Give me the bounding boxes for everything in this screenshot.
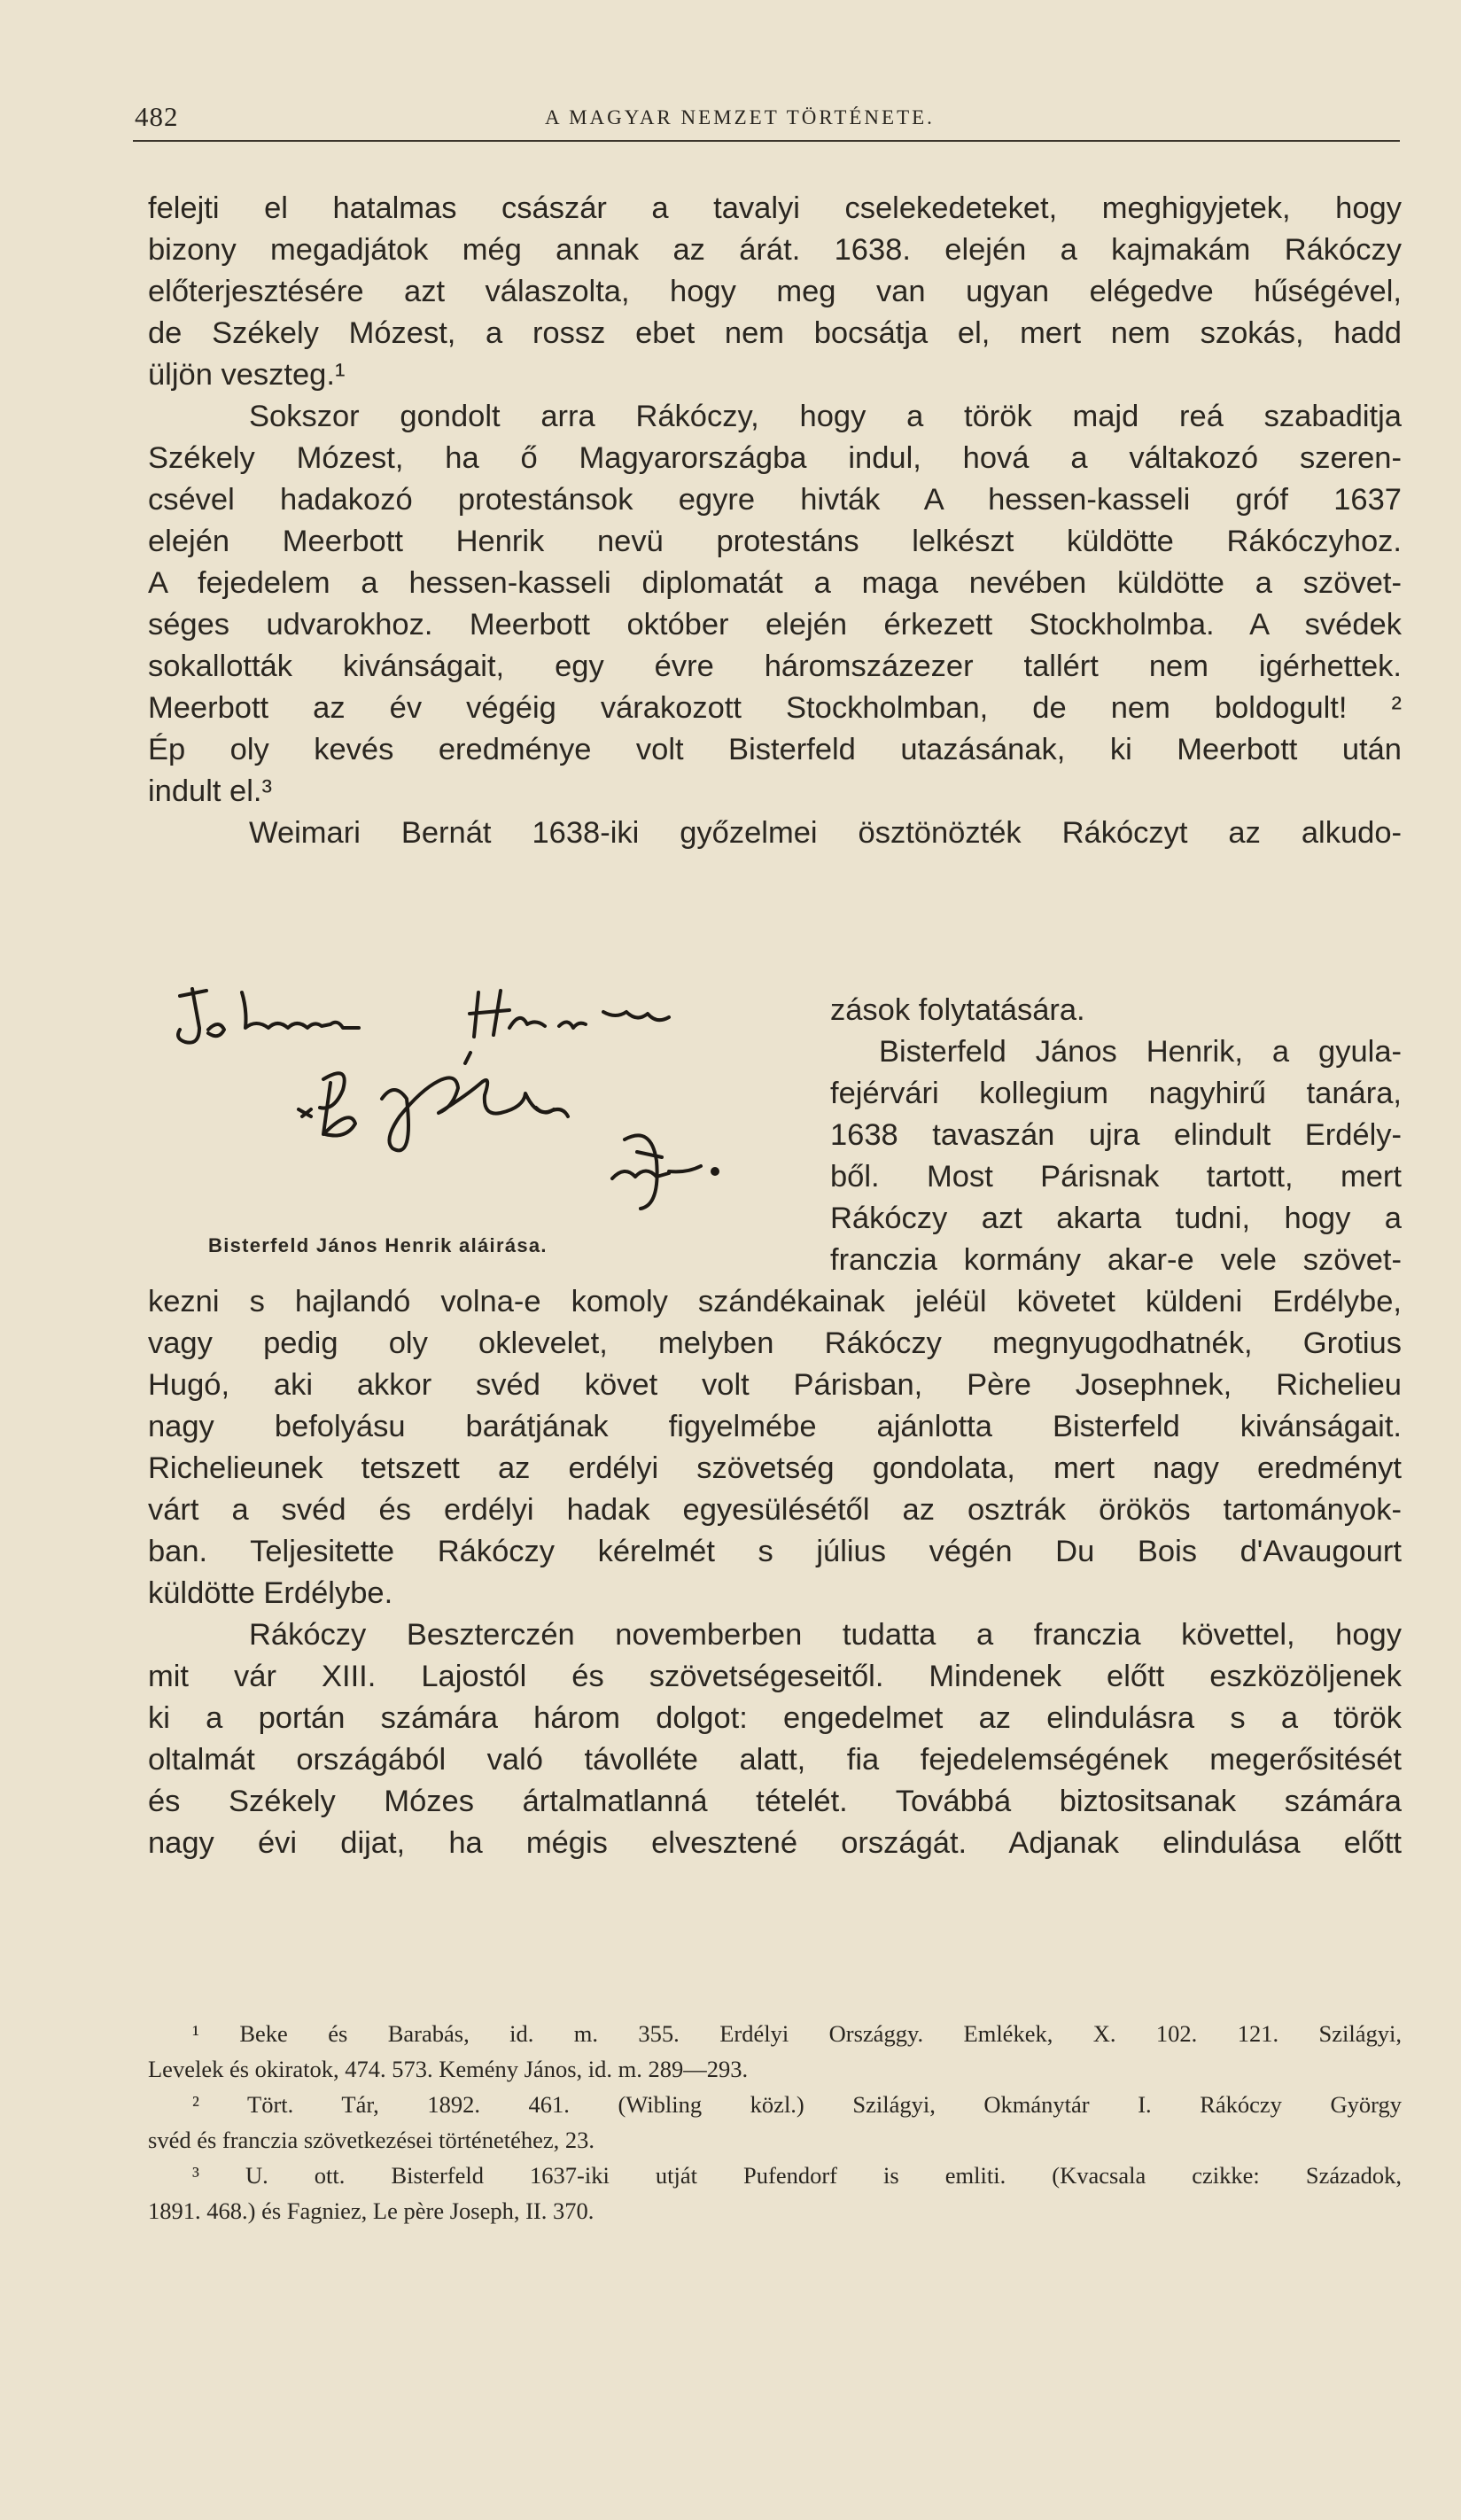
text-line: mit vár XIII. Lajostól és szövetségeseitől. Mindenek előtt eszközöljenek xyxy=(148,1660,1402,1693)
text-line: vagy pedig oly oklevelet, melyben Rákóczy megnyugodhatnék, Grotius xyxy=(148,1326,1402,1360)
text-line: zások folytatására. xyxy=(830,993,1085,1027)
text-line: felejti el hatalmas császár a tavalyi cselekedeteket, meghigyjetek, hogy xyxy=(148,191,1402,225)
text-line: üljön veszteg.¹ xyxy=(148,358,346,392)
text-line: ből. Most Párisnak tartott, mert xyxy=(830,1160,1402,1194)
text-line: Ép oly kevés eredménye volt Bisterfeld utazásának, ki Meerbott után xyxy=(148,733,1402,766)
footnotes xyxy=(148,2016,1402,2228)
text-line: indult el.³ xyxy=(148,774,272,808)
text-line: nagy évi dijat, ha mégis elvesztené országát. Adjanak elindulása előtt xyxy=(148,1826,1402,1860)
running-head: A MAGYAR NEMZET TÖRTÉNETE. xyxy=(545,106,935,128)
text-line: bizony megadjátok még annak az árát. 1638. elején a kajmakám Rákóczy xyxy=(148,233,1402,267)
body-text-bottom xyxy=(148,1281,1402,1864)
text-line: küldötte Erdélybe. xyxy=(148,1576,393,1610)
text-line: séges udvarokhoz. Meerbott október elején érkezett Stockholmba. A svédek xyxy=(148,608,1402,642)
text-line: 1638 tavaszán ujra elindult Erdély- xyxy=(830,1118,1402,1152)
body-text-top xyxy=(148,188,1402,854)
text-line: Székely Mózest, ha ő Magyarországba indul, hová a váltakozó szeren- xyxy=(148,441,1402,475)
text-line: Bisterfeld János Henrik, a gyula- xyxy=(879,1035,1402,1069)
text-line: sokallották kivánságait, egy évre háromszázezer tallért nem igérhettek. xyxy=(148,649,1402,683)
text-line: kezni s hajlandó volna-e komoly szándékainak jeléül követet küldeni Erdélybe, xyxy=(148,1285,1402,1318)
text-line: csével hadakozó protestánsok egyre hivták A hessen-kasseli gróf 1637 xyxy=(148,483,1402,517)
text-line: elején Meerbott Henrik nevü protestáns lelkészt küldötte Rákóczyhoz. xyxy=(148,525,1402,558)
footnote-line: ² Tört. Tár, 1892. 461. (Wibling közl.) Szilágyi, Okmánytár I. Rákóczy György xyxy=(192,2091,1402,2118)
page-header xyxy=(133,97,1400,142)
footnote-line: 1891. 468.) és Fagniez, Le père Joseph, II. 370. xyxy=(148,2197,595,2224)
text-line: de Székely Mózest, a rossz ebet nem bocsátja el, mert nem szokás, hadd xyxy=(148,316,1402,350)
figure-caption: Bisterfeld János Henrik aláirása. xyxy=(208,1234,548,1256)
text-line: fejérvári kollegium nagyhirű tanára, xyxy=(830,1077,1402,1110)
text-line: előterjesztésére azt válaszolta, hogy meg van ugyan elégedve hűségével, xyxy=(148,275,1402,308)
text-line: franczia kormány akar-e vele szövet- xyxy=(830,1243,1402,1277)
text-line: ki a portán számára három dolgot: engedelmet az elindulásra s a török xyxy=(148,1701,1402,1735)
text-line: oltalmát országából való távolléte alatt, fia fejedelemségének megerősitését xyxy=(148,1743,1402,1777)
text-line: Richelieunek tetszett az erdélyi szövetség gondolata, mert nagy eredményt xyxy=(148,1451,1402,1485)
footnote-line: ¹ Beke és Barabás, id. m. 355. Erdélyi Országgy. Emlékek, X. 102. 121. Szilágyi, xyxy=(192,2020,1402,2047)
footnote-line: svéd és franczia szövetkezései történetéhez, 23. xyxy=(148,2127,595,2153)
text-line: Meerbott az év végéig várakozott Stockholmban, de nem boldogult! ² xyxy=(148,691,1402,725)
footnote-line: ³ U. ott. Bisterfeld 1637-iki utját Pufendorf is emliti. (Kvacsala czikke: Századok, xyxy=(192,2162,1402,2189)
page-number: 482 xyxy=(135,101,179,132)
text-line: Rákóczy azt akarta tudni, hogy a xyxy=(830,1202,1402,1235)
text-line: nagy befolyásu barátjának figyelmébe ajánlotta Bisterfeld kivánságait. xyxy=(148,1410,1402,1443)
text-line: Weimari Bernát 1638-iki győzelmei ösztönözték Rákóczyt az alkudo- xyxy=(249,816,1402,850)
body-text-narrow xyxy=(148,990,1402,1281)
text-line: Hugó, aki akkor svéd követ volt Párisban, Père Josephnek, Richelieu xyxy=(148,1368,1402,1402)
text-line: A fejedelem a hessen-kasseli diplomatát a maga nevében küldötte a szövet- xyxy=(148,566,1402,600)
header-rule xyxy=(133,140,1400,142)
text-line: várt a svéd és erdélyi hadak egyesülésétől az osztrák örökös tartományok- xyxy=(148,1493,1402,1527)
text-line: Rákóczy Beszterczén novemberben tudatta a franczia követtel, hogy xyxy=(249,1618,1402,1652)
text-line: és Székely Mózes ártalmatlanná tételét. Továbbá biztositsanak számára xyxy=(148,1785,1402,1818)
text-line: ban. Teljesitette Rákóczy kérelmét s július végén Du Bois d'Avaugourt xyxy=(148,1535,1402,1568)
text-line: Sokszor gondolt arra Rákóczy, hogy a török majd reá szabaditja xyxy=(249,400,1402,433)
footnote-line: Levelek és okiratok, 474. 573. Kemény János, id. m. 289—293. xyxy=(148,2056,749,2082)
